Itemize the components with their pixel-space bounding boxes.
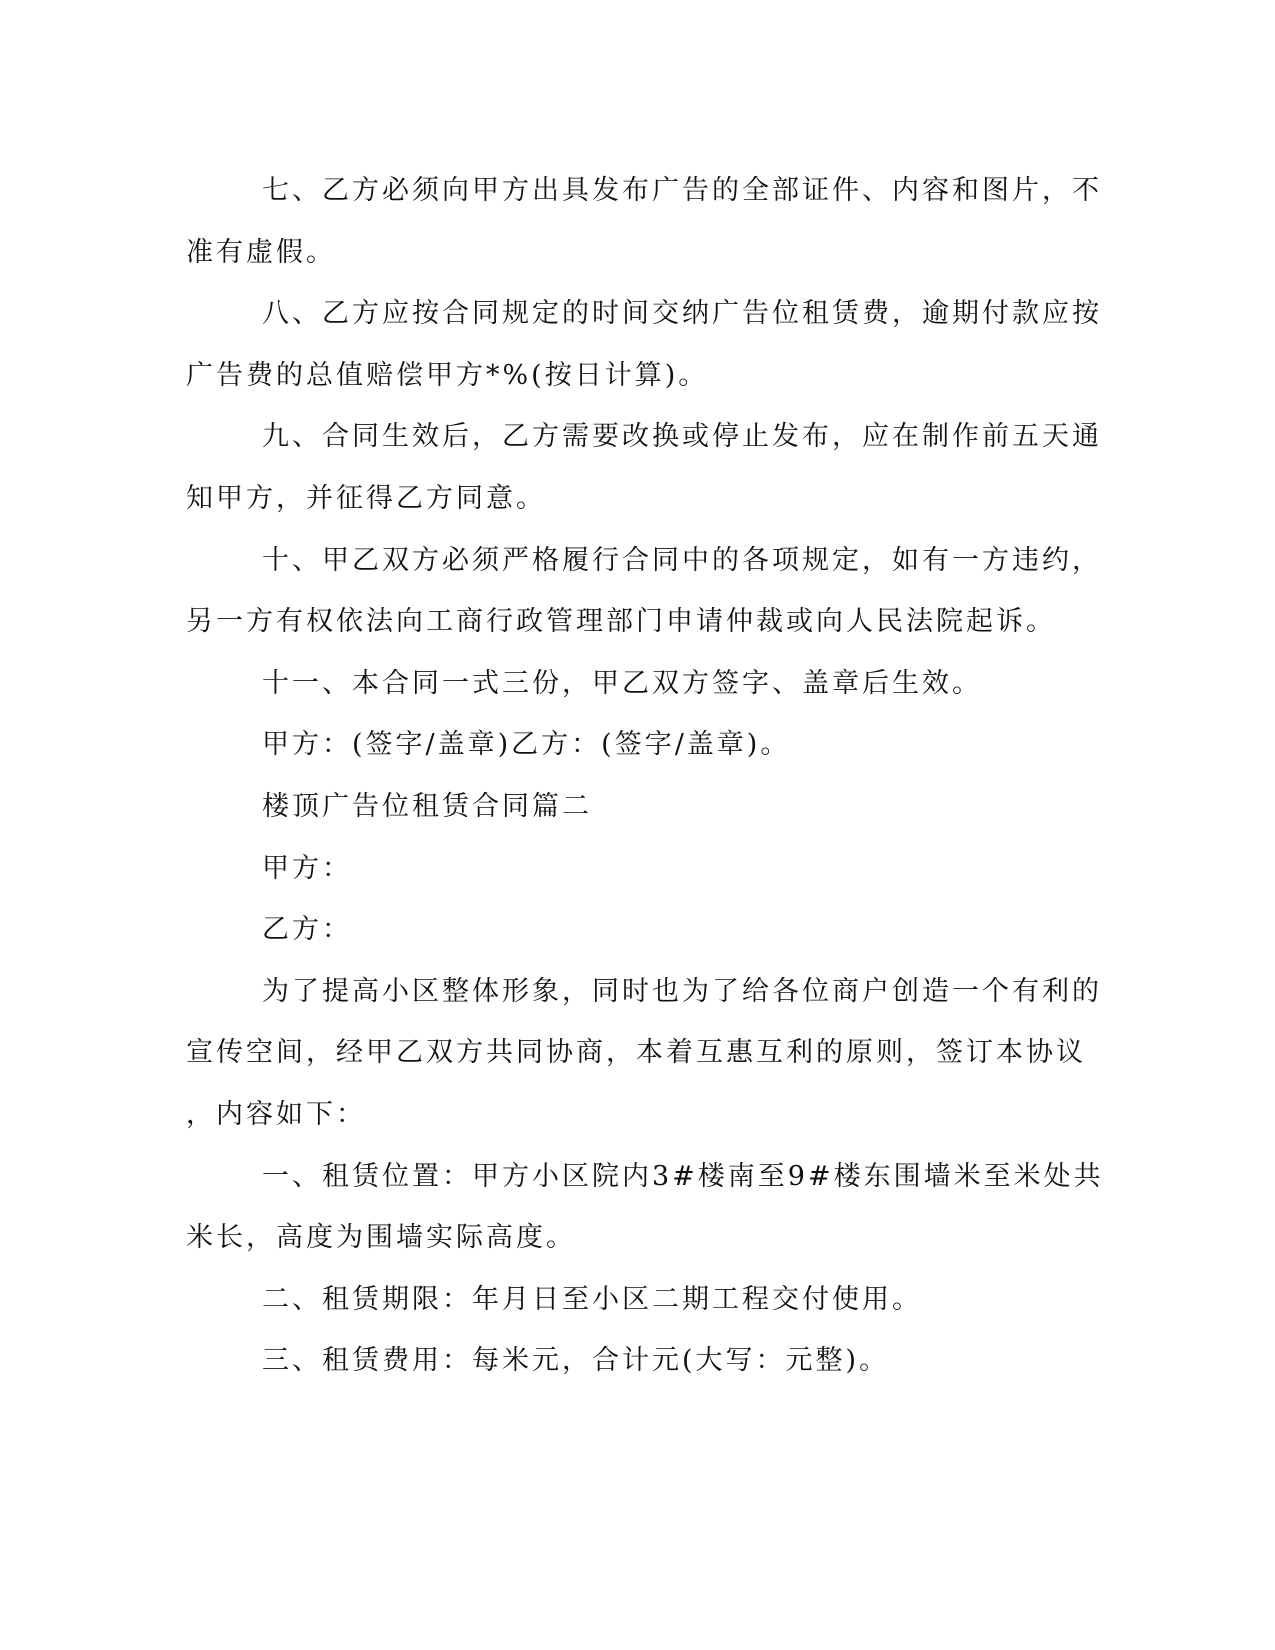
clause-8-line-2: 广告费的总值赔偿甲方*%(按日计算)。 [186, 359, 709, 391]
clause-10-line-1: 十、甲乙双方必须严格履行合同中的各项规定，如有一方违约， [262, 544, 1102, 576]
term-3: 三、租赁费用：每米元，合计元(大写：元整)。 [262, 1345, 890, 1377]
clause-9-line-1: 九、合同生效后，乙方需要改换或停止发布，应在制作前五天通 [262, 421, 1102, 453]
clause-11: 十一、本合同一式三份，甲乙双方签字、盖章后生效。 [262, 667, 982, 699]
clause-8-line-1: 八、乙方应按合同规定的时间交纳广告位租赁费，逾期付款应按 [262, 298, 1102, 330]
preamble-line-1: 为了提高小区整体形象，同时也为了给各位商户创造一个有利的 [262, 975, 1102, 1007]
document-body [186, 160, 1104, 1392]
party-b-label: 乙方： [262, 914, 352, 946]
signature-line: 甲方：(签字/盖章)乙方：(签字/盖章)。 [262, 729, 791, 761]
preamble-line-3: ，内容如下： [186, 1098, 366, 1130]
clause-7-line-2: 准有虚假。 [186, 236, 336, 268]
party-a-label: 甲方： [262, 852, 352, 884]
term-1-line-1: 一、租赁位置：甲方小区院内3#楼南至9#楼东围墙米至米处共 [262, 1160, 1104, 1192]
section-heading: 楼顶广告位租赁合同篇二 [262, 790, 592, 822]
clause-9-line-2: 知甲方，并征得乙方同意。 [186, 482, 546, 514]
term-2: 二、租赁期限：年月日至小区二期工程交付使用。 [262, 1283, 922, 1315]
clause-10-line-2: 另一方有权依法向工商行政管理部门申请仲裁或向人民法院起诉。 [186, 606, 1056, 638]
preamble-line-2: 宣传空间，经甲乙双方共同协商，本着互惠互利的原则，签订本协议 [186, 1037, 1086, 1069]
term-1-line-2: 米长，高度为围墙实际高度。 [186, 1222, 576, 1254]
clause-7-line-1: 七、乙方必须向甲方出具发布广告的全部证件、内容和图片，不 [262, 175, 1102, 206]
